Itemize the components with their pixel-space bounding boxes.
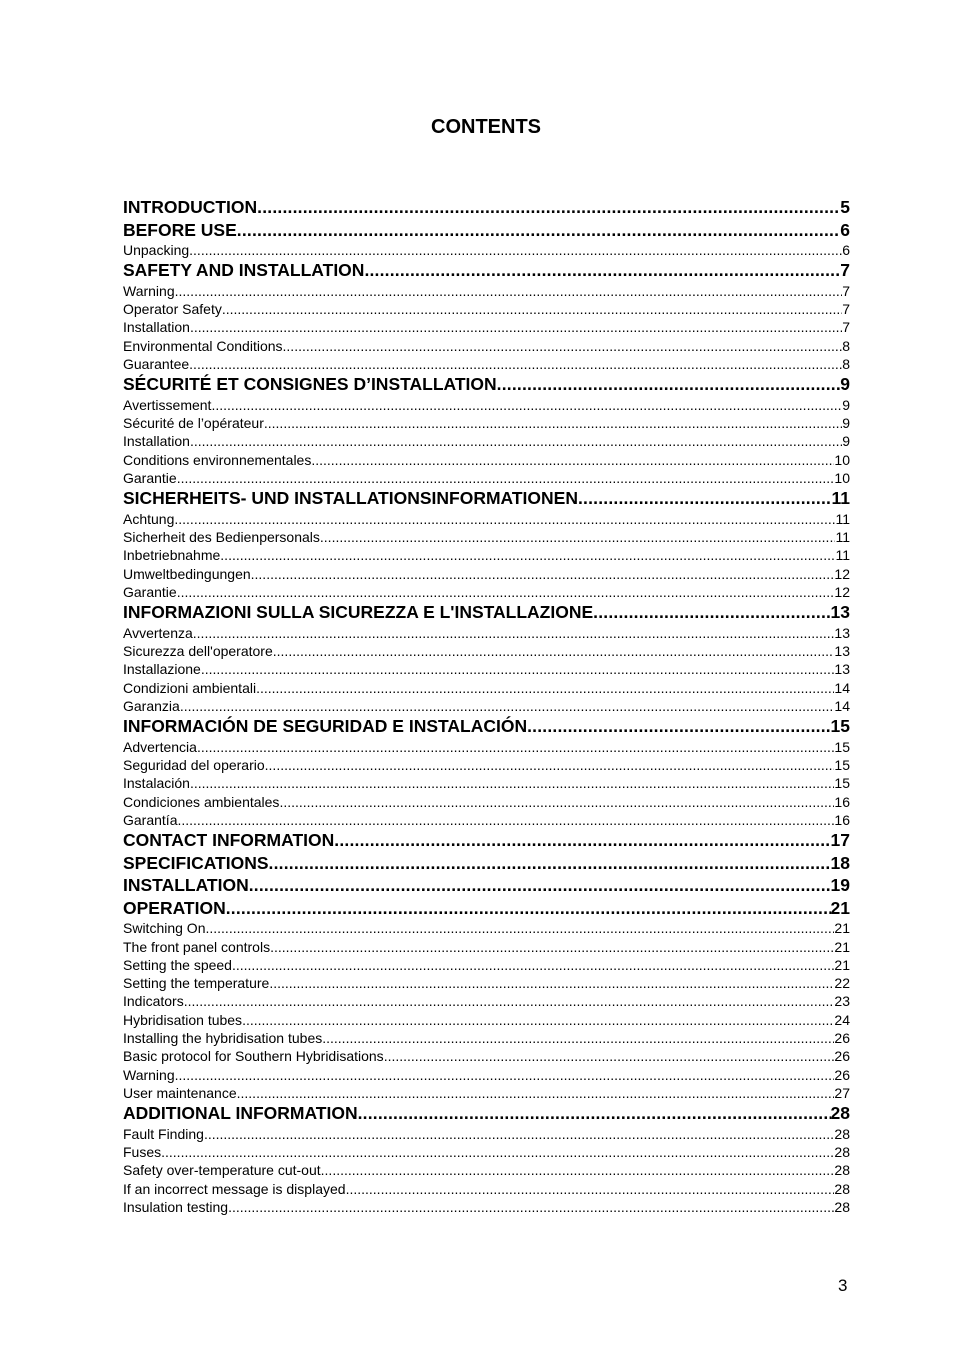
toc-section-entry[interactable] [123, 715, 850, 738]
toc-subsection-entry[interactable] [123, 318, 850, 336]
toc-entry-label: Installation [123, 433, 190, 450]
toc-entry-page: 19 [830, 875, 850, 896]
toc-leader-dots [237, 1084, 835, 1102]
toc-entry-label: Sicurezza dell'operatore [123, 643, 273, 660]
toc-entry-label: Safety over-temperature cut-out [123, 1162, 321, 1179]
toc-subsection-entry[interactable] [123, 469, 850, 487]
toc-entry-page: 26 [834, 1030, 850, 1046]
toc-subsection-entry[interactable] [123, 811, 850, 829]
toc-entry-label: ADDITIONAL INFORMATION [123, 1103, 358, 1124]
toc-leader-dots [270, 938, 834, 956]
toc-entry-page: 18 [830, 852, 850, 873]
toc-leader-dots [190, 318, 842, 336]
toc-leader-dots [161, 1143, 834, 1161]
toc-subsection-entry[interactable] [123, 756, 850, 774]
toc-entry-label: Warning [123, 282, 175, 299]
toc-leader-dots [320, 528, 836, 546]
toc-leader-dots [242, 1011, 834, 1029]
toc-subsection-entry[interactable] [123, 774, 850, 792]
toc-leader-dots [175, 282, 843, 300]
toc-entry-label: Environmental Conditions [123, 337, 283, 354]
toc-leader-dots [321, 1161, 835, 1179]
toc-section-entry[interactable] [123, 219, 850, 242]
toc-entry-page: 7 [842, 282, 850, 299]
toc-subsection-entry[interactable] [123, 1161, 850, 1179]
toc-entry-page: 7 [842, 301, 850, 318]
toc-leader-dots [358, 1102, 831, 1125]
toc-entry-label: Instalación [123, 775, 190, 792]
toc-entry-label: CONTACT INFORMATION [123, 830, 335, 851]
toc-section-entry[interactable] [123, 874, 850, 897]
toc-leader-dots [177, 583, 835, 601]
toc-leader-dots [237, 219, 840, 242]
toc-leader-dots [228, 1198, 834, 1216]
toc-entry-page: 21 [834, 938, 850, 955]
toc-leader-dots [193, 624, 835, 642]
toc-leader-dots [177, 469, 835, 487]
toc-entry-page: 9 [842, 433, 850, 450]
toc-entry-label: Switching On [123, 920, 206, 937]
toc-entry-label: Garantie [123, 583, 177, 600]
toc-entry-page: 21 [830, 897, 850, 918]
toc-entry-page: 15 [830, 716, 850, 737]
toc-leader-dots [593, 601, 830, 624]
toc-entry-page: 6 [842, 242, 850, 258]
toc-entry-page: 9 [842, 415, 850, 432]
toc-entry-page: 16 [834, 793, 850, 810]
toc-section-entry[interactable] [123, 487, 850, 510]
toc-subsection-entry[interactable] [123, 300, 850, 318]
toc-entry-label: Guarantee [123, 355, 190, 372]
toc-entry-page: 16 [834, 811, 850, 828]
toc-entry-page: 12 [834, 565, 850, 582]
toc-section-entry[interactable] [123, 196, 850, 219]
toc-section-entry[interactable] [123, 259, 850, 282]
toc-entry-page: 17 [830, 830, 850, 851]
toc-entry-label: Advertencia [123, 738, 197, 755]
toc-leader-dots [578, 487, 832, 510]
toc-section-entry[interactable] [123, 852, 850, 875]
toc-subsection-entry[interactable] [123, 546, 850, 564]
toc-entry-label: INTRODUCTION [123, 197, 258, 217]
toc-entry-label: Installazione [123, 661, 201, 678]
toc-section-entry[interactable] [123, 1102, 850, 1125]
toc-leader-dots [174, 510, 835, 528]
toc-entry-label: Installing the hybridisation tubes [123, 1030, 323, 1046]
toc-entry-page: 9 [840, 374, 850, 395]
toc-leader-dots [249, 874, 831, 897]
toc-leader-dots [177, 811, 834, 829]
toc-entry-label: SÉCURITÉ ET CONSIGNES D’INSTALLATION [123, 374, 497, 395]
toc-entry-page: 28 [834, 1180, 850, 1197]
table-of-contents [123, 196, 850, 1216]
toc-entry-label: Garantía [123, 811, 178, 828]
toc-entry-label: BEFORE USE [123, 219, 237, 240]
toc-subsection-entry[interactable] [123, 642, 850, 660]
toc-entry-label: Avertissement [123, 396, 212, 413]
toc-subsection-entry[interactable] [123, 241, 850, 259]
toc-subsection-entry[interactable] [123, 1198, 850, 1216]
toc-subsection-entry[interactable] [123, 282, 850, 300]
toc-entry-page: 23 [834, 993, 850, 1010]
toc-subsection-entry[interactable] [123, 528, 850, 546]
toc-leader-dots [322, 1029, 834, 1047]
toc-leader-dots [273, 642, 835, 660]
toc-subsection-entry[interactable] [123, 510, 850, 528]
toc-leader-dots [364, 259, 840, 282]
toc-entry-page: 28 [830, 1103, 850, 1124]
toc-entry-label: Inbetriebnahme [123, 547, 221, 564]
toc-section-entry[interactable] [123, 601, 850, 624]
toc-entry-page: 26 [834, 1066, 850, 1083]
toc-leader-dots [211, 396, 842, 414]
toc-subsection-entry[interactable] [123, 337, 850, 355]
toc-entry-label: Warning [123, 1066, 175, 1083]
toc-subsection-entry[interactable] [123, 956, 850, 974]
toc-section-entry[interactable] [123, 829, 850, 852]
toc-subsection-entry[interactable] [123, 414, 850, 432]
toc-subsection-entry[interactable] [123, 624, 850, 642]
toc-entry-page: 11 [835, 510, 850, 527]
toc-leader-dots [204, 1125, 834, 1143]
toc-entry-page: 7 [840, 260, 850, 281]
toc-entry-label: Sicherheit des Bedienpersonals [123, 529, 320, 546]
toc-leader-dots [220, 546, 835, 564]
toc-entry-label: Installation [123, 319, 190, 336]
toc-subsection-entry[interactable] [123, 1047, 850, 1065]
toc-leader-dots [264, 414, 842, 432]
toc-entry-label: The front panel controls [123, 938, 271, 955]
toc-subsection-entry[interactable] [123, 565, 850, 583]
toc-section-entry[interactable] [123, 373, 850, 396]
toc-entry-page: 13 [834, 624, 850, 641]
toc-leader-dots [222, 300, 842, 318]
toc-entry-label: Garanzia [123, 697, 180, 714]
toc-entry-label: Setting the temperature [123, 975, 270, 992]
toc-subsection-entry[interactable] [123, 1180, 850, 1198]
toc-leader-dots [269, 974, 834, 992]
toc-entry-label: INFORMAZIONI SULLA SICUREZZA E L'INSTALLAZIONE [123, 602, 594, 623]
toc-entry-label: Unpacking [123, 242, 190, 258]
toc-subsection-entry[interactable] [123, 1125, 850, 1143]
toc-leader-dots [201, 660, 835, 678]
toc-subsection-entry[interactable] [123, 974, 850, 992]
toc-entry-label: SICHERHEITS- UND INSTALLATIONSINFORMATIONEN [123, 488, 578, 509]
toc-entry-label: If an incorrect message is displayed [123, 1180, 346, 1197]
toc-entry-page: 7 [842, 319, 850, 336]
toc-leader-dots [226, 897, 831, 920]
toc-entry-label: Condiciones ambientales [123, 793, 280, 810]
toc-entry-label: SPECIFICATIONS [123, 852, 269, 873]
toc-entry-page: 26 [834, 1048, 850, 1065]
toc-entry-label: Operator Safety [123, 301, 222, 318]
toc-entry-page: 14 [834, 697, 850, 714]
toc-entry-page: 28 [834, 1143, 850, 1160]
toc-entry-label: SAFETY AND INSTALLATION [123, 260, 365, 281]
toc-leader-dots [346, 1180, 835, 1198]
toc-leader-dots [251, 565, 835, 583]
toc-leader-dots [265, 756, 835, 774]
toc-subsection-entry[interactable] [123, 793, 850, 811]
toc-leader-dots [279, 793, 834, 811]
toc-entry-page: 21 [834, 920, 850, 937]
page-number: 3 [838, 1276, 848, 1295]
toc-leader-dots [283, 337, 843, 355]
toc-entry-label: Garantie [123, 469, 177, 486]
toc-entry-label: Condizioni ambientali [123, 679, 257, 696]
toc-entry-page: 14 [834, 679, 850, 696]
toc-leader-dots [527, 715, 830, 738]
toc-leader-dots [256, 679, 834, 697]
toc-entry-page: 13 [834, 661, 850, 678]
toc-entry-label: Indicators [123, 993, 184, 1010]
toc-entry-page: 15 [834, 757, 850, 774]
toc-entry-label: INFORMACIÓN DE SEGURIDAD E INSTALACIÓN [123, 716, 528, 737]
toc-subsection-entry[interactable] [123, 355, 850, 373]
toc-entry-page: 27 [834, 1084, 850, 1101]
toc-entry-label: Umweltbedingungen [123, 565, 251, 582]
toc-entry-page: 15 [834, 775, 850, 792]
toc-entry-label: Conditions environnementales [123, 451, 312, 468]
toc-entry-label: Insulation testing [123, 1198, 229, 1215]
toc-subsection-entry[interactable] [123, 1029, 850, 1047]
toc-entry-page: 10 [834, 451, 850, 468]
toc-entry-page: 21 [834, 956, 850, 973]
toc-leader-dots [190, 432, 842, 450]
toc-subsection-entry[interactable] [123, 660, 850, 678]
toc-entry-page: 11 [835, 529, 850, 546]
toc-leader-dots [311, 451, 834, 469]
toc-entry-page: 6 [840, 219, 850, 240]
toc-leader-dots [197, 738, 834, 756]
toc-entry-label: Setting the speed [123, 956, 232, 973]
toc-entry-label: Fuses [123, 1143, 162, 1160]
toc-entry-label: Fault Finding [123, 1125, 204, 1142]
toc-entry-page: 8 [842, 337, 850, 354]
toc-entry-label: OPERATION [123, 897, 226, 918]
toc-entry-page: 11 [831, 488, 850, 509]
toc-entry-label: Sécurité de l’opérateur [123, 415, 264, 432]
toc-subsection-entry[interactable] [123, 738, 850, 756]
page-title: CONTENTS [431, 116, 541, 138]
toc-subsection-entry[interactable] [123, 1143, 850, 1161]
toc-leader-dots [257, 196, 840, 219]
toc-entry-page: 8 [842, 355, 850, 372]
toc-leader-dots [184, 992, 835, 1010]
toc-subsection-entry[interactable] [123, 679, 850, 697]
toc-leader-dots [497, 373, 841, 396]
toc-entry-page: 13 [834, 643, 850, 660]
toc-subsection-entry[interactable] [123, 992, 850, 1010]
toc-leader-dots [189, 355, 842, 373]
toc-leader-dots [334, 829, 830, 852]
toc-entry-page: 28 [834, 1125, 850, 1142]
toc-entry-page: 28 [834, 1162, 850, 1179]
toc-entry-label: Seguridad del operario [123, 757, 265, 774]
toc-leader-dots [190, 774, 834, 792]
toc-entry-page: 22 [834, 975, 850, 992]
toc-subsection-entry[interactable] [123, 432, 850, 450]
toc-entry-page: 28 [834, 1198, 850, 1215]
toc-subsection-entry[interactable] [123, 583, 850, 601]
toc-leader-dots [205, 919, 834, 937]
toc-subsection-entry[interactable] [123, 451, 850, 469]
toc-entry-page: 24 [834, 1011, 850, 1028]
toc-section-entry[interactable] [123, 897, 850, 920]
toc-subsection-entry[interactable] [123, 396, 850, 414]
toc-subsection-entry[interactable] [123, 1066, 850, 1084]
toc-subsection-entry[interactable] [123, 1084, 850, 1102]
toc-subsection-entry[interactable] [123, 919, 850, 937]
toc-entry-label: Achtung [123, 510, 175, 527]
toc-entry-page: 10 [834, 469, 850, 486]
toc-subsection-entry[interactable] [123, 938, 850, 956]
toc-entry-page: 12 [834, 583, 850, 600]
toc-leader-dots [269, 852, 831, 875]
toc-leader-dots [384, 1047, 835, 1065]
toc-subsection-entry[interactable] [123, 697, 850, 715]
toc-leader-dots [189, 241, 842, 259]
toc-entry-label: INSTALLATION [123, 875, 249, 896]
toc-entry-label: User maintenance [123, 1084, 237, 1101]
toc-entry-page: 11 [835, 547, 850, 564]
toc-subsection-entry[interactable] [123, 1011, 850, 1029]
toc-leader-dots [175, 1066, 835, 1084]
toc-leader-dots [180, 697, 835, 715]
toc-entry-label: Avvertenza [123, 624, 193, 641]
toc-entry-label: Basic protocol for Southern Hybridisations [123, 1048, 384, 1065]
toc-entry-page: 5 [840, 197, 850, 217]
toc-entry-page: 13 [830, 602, 850, 623]
toc-entry-label: Hybridisation tubes [123, 1011, 243, 1028]
toc-entry-page: 15 [834, 738, 850, 755]
toc-leader-dots [232, 956, 834, 974]
toc-entry-page: 9 [842, 396, 850, 413]
